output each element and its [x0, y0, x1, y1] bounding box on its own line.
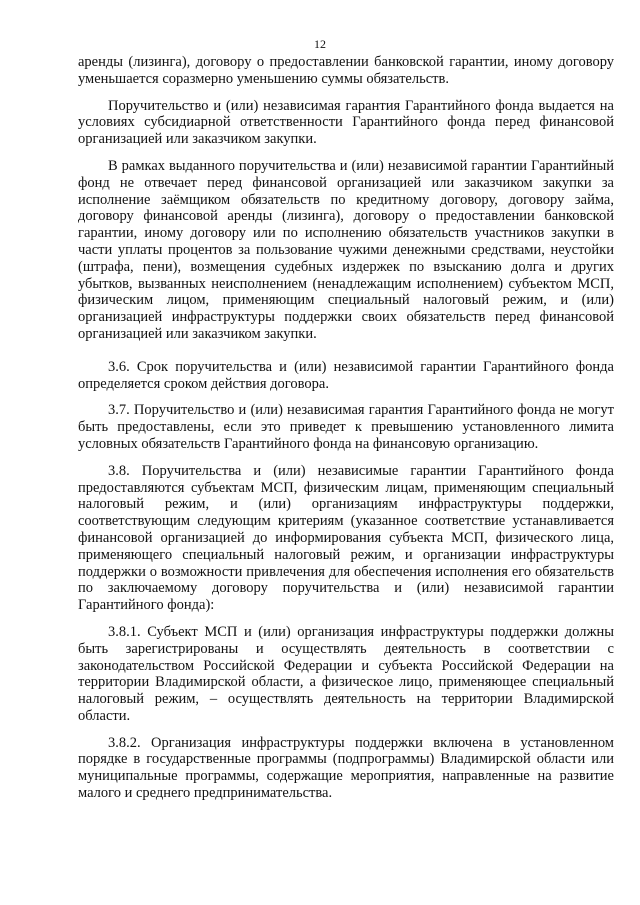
paragraph-3-8-1: 3.8.1. Субъект МСП и (или) организация инфраструктуры поддержки должны быть зарегистрированы и осуществлять деятельность в соответствии с законодательством Российской Федерации и субъекта Российской Федерации на территории Владимирской области, а физическое лицо, применяющее специальный налоговый режим, – осуществлять деятельность на территории Владимирской области. — [78, 623, 614, 724]
paragraph-3-6: 3.6. Срок поручительства и (или) независимой гарантии Гарантийного фонда определяется сроком действия договора. — [78, 358, 614, 392]
paragraph-3-7: 3.7. Поручительство и (или) независимая гарантия Гарантийного фонда не могут быть предоставлены, если это приведет к превышению установленного лимита условных обязательств Гарантийного фонда на финансовую организацию. — [78, 402, 614, 452]
paragraph-3-8-2: 3.8.2. Организация инфраструктуры поддержки включена в установленном порядке в государственные программы (подпрограммы) Владимирской области или муниципальные программы, содержащие мероприятия, направленные на развитие малого и среднего предпринимательства. — [78, 734, 614, 802]
paragraph-fund-not-liable: В рамках выданного поручительства и (или) независимой гарантии Гарантийный фонд не отвечает перед финансовой организацией или заказчиком закупки за исполнение заёмщиком обязательств по кредитному договору, договору займа, договору финансовой аренды (лизинга), договору о предоставлении банковской гарантии, иному договору или по исполнению обязательств участников закупки в части уплаты процентов за пользование чужими денежными средствами, неустойки (штрафа, пени), возмещения судебных издержек по взысканию долга и других убытков, вызванных неисполнением (ненадлежащим исполнением) субъектом МСП, физическим лицом, применяющим специальный налоговый режим, и (или) организацией инфраструктуры поддержки своих обязательств перед финансовой организацией или заказчиком закупки. — [78, 157, 614, 342]
page-number: 12 — [314, 37, 326, 51]
document-body — [78, 54, 614, 802]
paragraph-continuation: аренды (лизинга), договору о предоставлении банковской гарантии, иному договору уменьшается соразмерно уменьшению суммы обязательств. — [78, 54, 614, 87]
paragraph-3-8: 3.8. Поручительства и (или) независимые гарантии Гарантийного фонда предоставляются субъектам МСП, физическим лицам, применяющим специальный налоговый режим, и (или) организациям инфраструктуры поддержки, соответствующим следующим критериям (указанное соответствие устанавливается финансовой организацией до информирования субъекта МСП, физического лица, применяющего специальный налоговый режим, и организации инфраструктуры поддержки о возможности привлечения для обеспечения исполнения его обязательств по заключаемому договору поручительства и (или) независимой гарантии Гарантийного фонда): — [78, 462, 614, 614]
paragraph-subsidiary-liability: Поручительство и (или) независимая гарантия Гарантийного фонда выдается на условиях субсидиарной ответственности Гарантийного фонда перед финансовой организацией или заказчиком закупки. — [78, 97, 614, 148]
